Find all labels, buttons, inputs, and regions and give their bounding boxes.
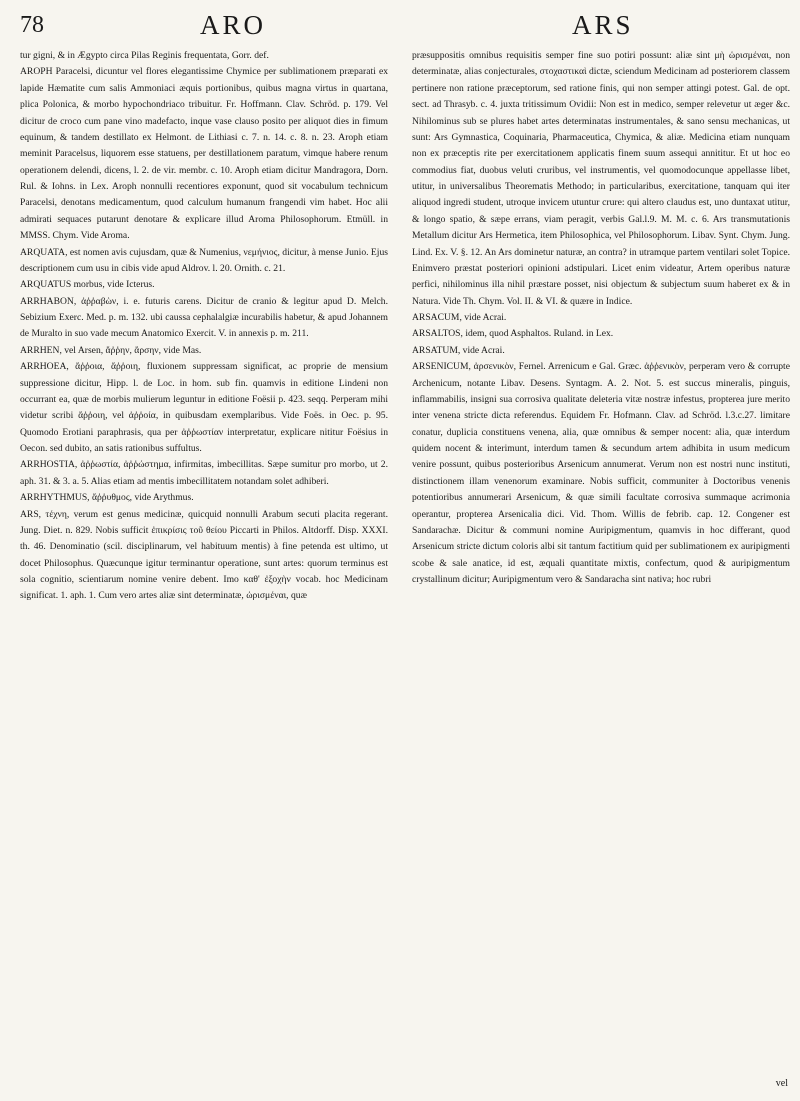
entry-arrhythmus: ARRHYTHMUS, ἄῤῥυθμος, vide Arythmus. bbox=[20, 492, 194, 504]
entry-arrhoea: ARRHOEA, ἄῤῥοια, ἄῤῥοιη, fluxionem suppressam significat, ac proprie de mensium suppressione dicitur, Hipp. l. de Loc. in hom. sub fin. quamvis in editione Lindeni non occurrant ea, quæ de morbis mulierum leguntur in editione Foësii p. 423. seqq. Perperam mihi videtur scribi ἄῤῥοιη, vel ἀῤῥοία, in quibusdam exemplaribus. Vide Foës. in Oec. p. 95. Quomodo Erotiani paraphrasis, qua per ἀῤῥωστίαν interpretatur, explicare nititur Foësius in Oecon. sed dubito, an satis rationibus suffultus. bbox=[20, 361, 388, 454]
page-header bbox=[0, 10, 800, 46]
left-column bbox=[20, 48, 388, 605]
entry-arrhabon: ARRHABON, ἀῤῥαβὼν, i. e. futuris carens. Dicitur de cranio & legitur apud D. Melch. Sebizium Exerc. Med. p. m. 132. ubi caussa cephalalgiæ incurabilis habetur, & apud Johannem de Muralto in suo vade mecum Anatomico Exercit. V. in annexis p. m. 211. bbox=[20, 295, 388, 340]
catchword: vel bbox=[775, 1078, 788, 1089]
running-head-right: ARS bbox=[572, 10, 634, 40]
entry-aroph: AROPH Paracelsi, dicuntur vel flores elegantissime Chymice per sublimationem præparati ex lapide Hæmatite cum salis Ammoniaci æquis portionibus, quibus magna virtus in quartana, plica Polonica, & morbo hypochondriaco tribuitur. Fr. Hoffmann. Clav. Schröd. p. 179. Vel dicitur de croco cum pane vino madefacto, inque vase clauso posito per aliquot dies in fimum equinum, & tandem destillato ex Helmont. de Lithiasi c. 7. n. 14. c. 8. n. 23. Aroph etiam meminit Paracelsus, liquorem esse statuens, per destillationem paratum, vimque habere renum operationem delendi, dicens, l. 2. de vir. membr. c. 10. Aroph etiam dicitur Mandragora, Dorn. Rul. & Iohns. in Lex. Aroph nonnulli recentiores exponunt, quod sit vocabulum technicum Paracelsi, denotans medicamentum, quod calculum humanum frangendi vim habet. Hoc alii admirati sequaces putarunt denotare & explicare illud Aroma Philosophorum. Etmüll. in MMSS. Chym. Vide Aroma. bbox=[20, 66, 388, 242]
entry-arquata: ARQUATA, est nomen avis cujusdam, quæ & Numenius, νεμήνιος, dicitur, à mense Junio. Ejus descriptionem cum usu in cibis vide apud Aldrov. l. 20. Ornith. c. 21. bbox=[20, 246, 388, 274]
running-head-left: ARO bbox=[200, 10, 267, 40]
entry-arsatum: ARSATUM, vide Acrai. bbox=[412, 344, 505, 356]
entry-ars: ARS, τέχνη, verum est genus medicinæ, quicquid nonnulli Arabum secuti placita regerant. Jung. Diet. n. 829. Nobis sufficit ἐπικρίσις τοῦ θείου Piccarti in Philos. Altdorff. Disp. XXXI. th. 46. Denominatio (scil. disciplinarum, vel habituum mentis) à fine petenda est ultimo, ut docet Philosophus. Quæcunque igitur terminantur operatione, sunt artes: quorum terminus est sola cognitio, scientiarum nomine venire debent. Imo καθ' ἐξοχὴν vocab. hoc Medicinam significat. 1. aph. 1. Cum vero artes aliæ sint determinatæ, ὡρισμέναι, quæ bbox=[20, 508, 388, 602]
entry-arsenicum: ARSENICUM, ἀρσενικὸν, Fernel. Arrenicum e Gal. Græc. ἀῤῥενικὸν, perperam vero & corrupte Archenicum, notante Libav. Desens. Syntagm. A. 2. Not. 5. est succus mineralis, pinguis, inflammabilis, insigni sua corrosiva qualitate deleteria vitæ nostræ infestus, propterea jure merito inter venena stricte dicta referendus. Equidem Fr. Hofmann. Clav. ad Schröd. l.3.c.27. limitare conatur, duplicia constituens venena, alia, quæ omnibus & semper nocent: alia, quæ interdum quidem nocent & interimunt, interdum tamen & secundum artem adhibita in usum medicum venire possunt, quibus posterioribus Arsenicum annumerat. Verum non est nostri nunc instituti, distinctionem illam venenorum examinare. Nobis sufficit, communiter à Doctoribus venenis potentioribus annumerari Arsenicum, & quæ simili facultate corrosiva summaque acrimonia operantur, propterea Arsenicalia dici. Vid. Thom. Willis de febrib. cap. 12. Congener est Sandarachæ. Dicitur & communi nomine Auripigmentum, quamvis in hoc differant, quod Arsenicum stricte dictum coloris albi sit tantum factitium quid per sublimationem ex auripigmenti scobe & sale anatice, id est, æquali quantitate mixtis, confectum, quod & auripigmentum crystallinum dicitur; Auripigmentum vero & Sandaracha sint nativa; hoc rubri bbox=[412, 361, 790, 585]
entry-arsaltos: ARSALTOS, idem, quod Asphaltos. Ruland. in Lex. bbox=[412, 328, 614, 340]
entry-arquatus: ARQUATUS morbus, vide Icterus. bbox=[20, 279, 155, 291]
entry-arrhostia: ARRHOSTIA, ἀῤῥωστία, ἀῤῥώστημα, infirmitas, imbecillitas. Sæpe sumitur pro morbo, ut 2. aph. 31. & 3. a. 5. Alias etiam ad mentis imbecillitatem notandam solet adhiberi. bbox=[20, 459, 388, 487]
page-number: 78 bbox=[20, 12, 44, 38]
entry-ars-continued: præsuppositis omnibus requisitis semper fine suo potiri possunt: aliæ sint μὴ ὡρισμέναι, non determinatæ, alias conjecturales, στοχαστικαὶ dictæ, sciendum Medicinam ad posteriorem classem pertinere non ratione præceptorum, sed ratione finis, qui non semper attingi potest. Gal. de opt. sect. ad Thrasyb. c. 4. juxta tritissimum Ovidii: Non est in medico, semper relevetur ut æger &c. Nihilominus sub se plures habet artes determinatas instrumentales, & sano sensu mechanicas, ut sunt: Ars Gymnastica, Coquinaria, Pharmaceutica, Chymica, & aliæ. Medicina etiam nunquam non ex præceptis rite per exercitationem applicatis finem suum assequi annititur. Et ut hoc eo commodius fiat, duobus veluti cruribus, vel instrumentis, vel quomodocunque appellasse libet, utitur, in universalibus Theorematis Methodo; in particularibus, exercitatione, tanquam qui iter aliquod ingredi student, utroque invicem utuntur crure: qui altero claudus est, uno duntaxat utitur, & longo spatio, & sæpe errans, viam peragit, verbis Gal.l.9. M. M. c. 6. Ars transmutationis Metallum dicitur Ars Hermetica, item Philosophica, vel Philosophorum. Libav. Synt. Chym. Jung. Lind. Ex. V. §. 12. An Ars dominetur naturæ, an contra? in utramque partem ventilari solet Topice. Enimvero præstat posteriori opinioni adstipulari. Licet enim videatur, Artem operibus naturæ perfici, nihilominus illa nihil præstare posset, nisi objectum & subjectum suum haberet ex & in Natura. Vide Th. Chym. Vol. II. & VI. & quære in Indice. bbox=[412, 50, 790, 307]
entry-arsacum: ARSACUM, vide Acrai. bbox=[412, 312, 507, 323]
entry-paragraph: tur gigni, & in Ægypto circa Pilas Reginis frequentata, Gorr. def. bbox=[20, 50, 269, 61]
entry-arrhen: ARRHEN, vel Arsen, ἄῤῥην, ἄρσην, vide Mas. bbox=[20, 344, 202, 356]
right-column bbox=[412, 48, 790, 588]
